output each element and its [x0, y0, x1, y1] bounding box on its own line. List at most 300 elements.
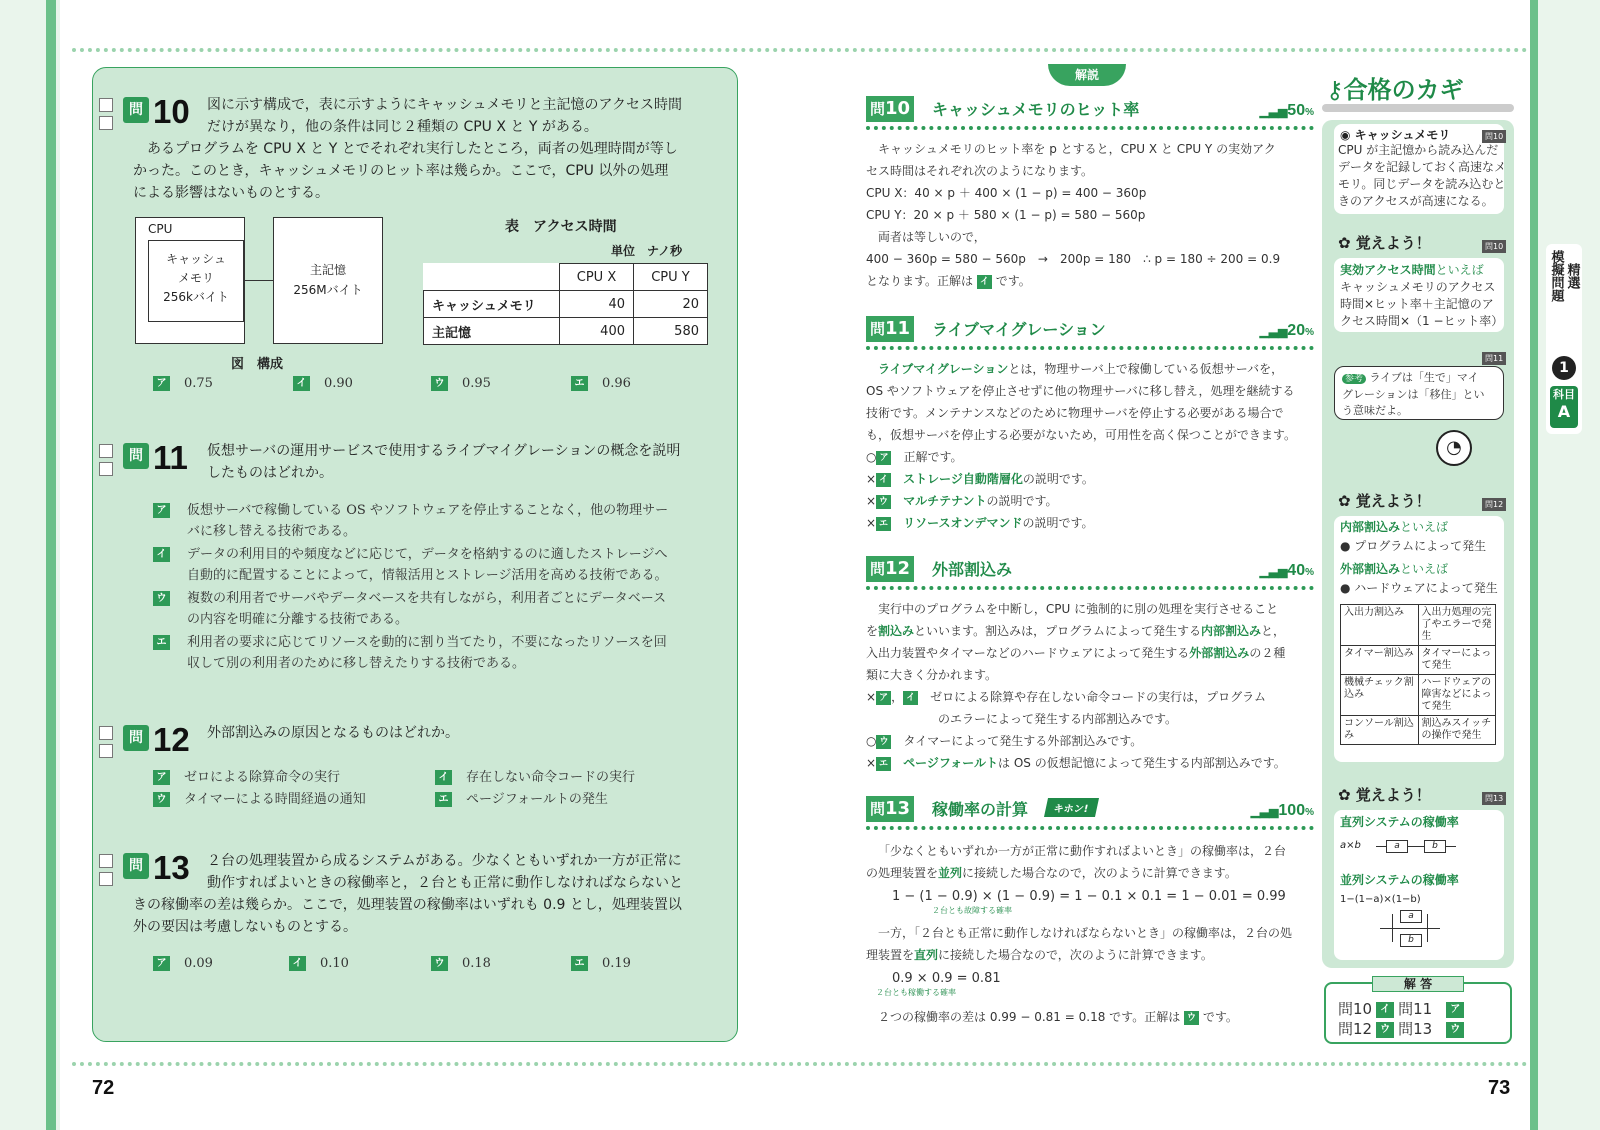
question-number: 10 [153, 93, 190, 130]
review-line [866, 686, 1314, 708]
formula: 1 − (1 − 0.9) × (1 − 0.9) = 1 − 0.1 × 0.1 = 1 − 0.01 = 0.99 [892, 889, 1286, 904]
text-line: 図に示す構成で，表に示すようにキャッシュメモリと主記憶のアクセス時間 [207, 97, 683, 113]
text: の処理装置を [866, 866, 939, 880]
sidebar-text [1340, 814, 1459, 831]
subject-badge [1550, 386, 1578, 428]
text: といえば [1400, 562, 1449, 576]
right-page-edge [1538, 0, 1600, 1130]
table-cell: タイマーによって発生 [1418, 646, 1496, 675]
option-text: 0.90 [324, 376, 353, 391]
key-icon: ⚷ [1326, 76, 1344, 104]
text: となります。正解は [866, 274, 974, 288]
text-line [866, 862, 1314, 884]
chapter-number: 1 [1552, 356, 1576, 380]
option-u[interactable] [153, 588, 713, 630]
mark: × [866, 516, 877, 530]
text: 11 [1413, 1000, 1433, 1018]
left-page-edge-stripe [46, 0, 56, 1130]
sidebar-text [1340, 262, 1503, 330]
text-line: 両者は等しいので， [878, 230, 986, 244]
text: タイマーによって発生する外部割込みです。 [903, 734, 1143, 748]
answer-title: 外部割込み [932, 560, 1013, 579]
answer-key: ウ [1376, 1022, 1394, 1038]
bar-icon: ▁▃▅ [1250, 804, 1279, 818]
text-line: のエラーによって発生する内部割込みです。 [938, 712, 1178, 726]
text-line: データを記録しておく高速なメ [1338, 160, 1507, 174]
page-number-right: 73 [1488, 1077, 1511, 1099]
keyword: ページフォールト [903, 756, 998, 770]
option-text: データの利用目的や頻度などに応じて，データを格納するのに適したストレージへ [187, 547, 668, 562]
table-cell: 割込みスイッチの操作で発生 [1418, 716, 1496, 745]
sidebar-title-bar [1322, 104, 1514, 112]
text: 入出力装置やタイマーなどのハードウェアによって発生する [866, 646, 1190, 660]
option-e[interactable] [571, 376, 631, 391]
text: の説明です。 [1022, 516, 1094, 530]
option-a[interactable] [153, 766, 340, 785]
answer-key: イ [903, 691, 918, 705]
option-key: ア [153, 376, 170, 391]
option-key: ア [153, 770, 170, 785]
answer-key: イ [1376, 1002, 1394, 1018]
table-cell: 入出力割込み [1341, 605, 1419, 646]
figure-label: メモリ [177, 271, 214, 285]
badge-label: 問 [870, 800, 886, 818]
text-line: だけが異なり，他の条件は同じ２種類の CPU X と Y がある。 [207, 119, 598, 135]
keyword: 外部割込み [1340, 562, 1401, 576]
option-key: エ [153, 635, 170, 650]
text: 12 [1353, 1020, 1373, 1038]
sidebar-heading [1338, 784, 1431, 805]
remember-icon: ✿ [1338, 492, 1356, 510]
option-a[interactable] [153, 956, 213, 971]
option-text: 利用者の要求に応じてリソースを動的に割り当てたり，不要になったリソースを回 [187, 635, 667, 650]
answer-key: イ [876, 473, 891, 487]
text-line: 技術です。メンテナンスなどのために物理サーバを停止する必要がある場合で [866, 406, 1284, 420]
table-row-label: 主記憶 [424, 318, 560, 345]
answer-badge [866, 316, 914, 342]
option-key: イ [153, 547, 170, 562]
figure-label: 256Mバイト [293, 283, 363, 297]
table-cell: コンソール割込み [1341, 716, 1419, 745]
text-line: モリ。同じデータを読み込むと [1338, 177, 1506, 191]
parallel-block: a [1400, 910, 1422, 923]
question-badge: 問 [123, 97, 149, 123]
answer-key: ア [876, 691, 891, 705]
option-key: エ [571, 956, 588, 971]
keyword: リソースオンデマンド [903, 516, 1023, 530]
text: と， [1260, 624, 1285, 638]
heading-text: 覚えよう！ [1355, 234, 1431, 252]
figure-label: 主記憶 [309, 263, 346, 277]
answer-row [1338, 1018, 1468, 1039]
option-a[interactable] [153, 500, 713, 542]
text: とは，物理サーバ上で稼働している仮想サーバを， [1008, 362, 1284, 376]
option-text: 0.18 [462, 956, 491, 971]
option-key: ア [153, 503, 170, 518]
heading-text: 覚えよう！ [1355, 786, 1431, 804]
sidebar-title-text: 合格のカギ [1343, 76, 1464, 104]
text-line [866, 620, 1314, 642]
text: ２つの稼働率の差は 0.99 − 0.81 = 0.18 です。正解は [878, 1010, 1181, 1024]
checkbox[interactable] [99, 444, 113, 458]
formula: 0.9 × 0.9 = 0.81 [892, 971, 1001, 986]
answer-badge [866, 96, 914, 122]
option-u[interactable] [153, 788, 366, 807]
figure-cpu-box [135, 217, 245, 344]
figure-main-memory-box [273, 217, 383, 344]
keyword: 割込み [878, 624, 915, 638]
option-key: ウ [153, 792, 170, 807]
text: に接続した場合なので，次のように計算できます。 [938, 948, 1213, 962]
option-e[interactable] [153, 632, 713, 674]
text: 13 [1413, 1020, 1433, 1038]
sidebar-text [1340, 872, 1459, 889]
table-cell: 40 [560, 291, 634, 318]
text-line: 類に大きく分かれます。 [866, 668, 998, 682]
mark: × [866, 690, 877, 704]
formula: 1−(1−a)×(1−b) [1340, 894, 1421, 905]
text-line: ● プログラムによって発生 [1340, 539, 1487, 553]
keyword: 並列 [938, 866, 963, 880]
formula: 400 − 360p = 580 − 560p → 200p = 180 ∴ p = 180 ÷ 200 = 0.9 [866, 252, 1281, 266]
question-tag: 問11 [1482, 352, 1506, 365]
answer-key: ウ [1446, 1022, 1464, 1038]
text: A [1557, 402, 1571, 421]
answer-title: キャッシュメモリのヒット率 [932, 100, 1140, 119]
answer-10-heading [866, 96, 1314, 122]
option-key: エ [571, 376, 588, 391]
checkbox[interactable] [99, 854, 113, 868]
bar-icon: ▁▃▅ [1259, 564, 1288, 578]
checkbox[interactable] [99, 462, 113, 476]
right-page-edge-stripe [1530, 0, 1538, 1130]
question-badge: 問 [123, 725, 149, 751]
option-i[interactable] [289, 956, 349, 971]
text: といえば [1435, 263, 1484, 277]
option-text: ページフォールトの発生 [466, 792, 608, 807]
option-text: の内容を明確に分離する技術である。 [187, 612, 409, 627]
eye-icon: ◉ [1340, 128, 1355, 142]
ref-badge: 参考 [1342, 374, 1366, 384]
checkbox[interactable] [99, 98, 113, 112]
question-badge: 問 [123, 853, 149, 879]
keyword: 内部割込み [1340, 520, 1401, 534]
text-line: による影響はないものとする。 [133, 185, 329, 201]
badge-number: 13 [885, 798, 911, 819]
sidebar-heading [1338, 490, 1431, 511]
text-line: 外部割込みの原因となるものはどれか。 [207, 725, 459, 741]
option-i[interactable] [435, 766, 635, 785]
option-i[interactable] [293, 376, 353, 391]
question-text [133, 440, 721, 484]
keyword: マルチテナント [903, 494, 987, 508]
text: 精選 [1564, 263, 1580, 289]
question-text [133, 722, 721, 744]
option-key: イ [289, 956, 306, 971]
review-line [866, 730, 1314, 752]
text-line: う意味だよ。 [1342, 404, 1408, 417]
text: 問 [1398, 1000, 1414, 1018]
question-number: 12 [153, 721, 190, 758]
answer-title: 稼働率の計算 [932, 800, 1029, 819]
bar-icon: ▁▃▅ [1259, 104, 1288, 118]
keyword: ストレージ自動階層化 [903, 472, 1023, 486]
review-line [866, 468, 1314, 490]
badge-label: 問 [870, 320, 886, 338]
option-e[interactable] [571, 956, 631, 971]
text-line: CPU が主記憶から読み込んだ [1338, 143, 1499, 157]
question-badge: 問 [123, 443, 149, 469]
remember-icon: ✿ [1338, 234, 1356, 252]
option-text: ゼロによる除算命令の実行 [184, 770, 341, 785]
mark: × [866, 494, 877, 508]
sidebar-title [1326, 70, 1464, 105]
badge-label: 問 [870, 100, 886, 118]
accuracy-rate [1251, 802, 1314, 820]
option-text: 0.75 [184, 376, 213, 391]
formula: a×b [1340, 840, 1361, 851]
option-i[interactable] [153, 544, 713, 586]
option-u[interactable] [431, 376, 491, 391]
text: 理装置を [866, 948, 915, 962]
text: 10 [1353, 1000, 1373, 1018]
text-line [866, 358, 1314, 380]
answer-box-title: 解 答 [1372, 976, 1464, 992]
text: 問 [1398, 1020, 1414, 1038]
answer-key: ウ [876, 735, 891, 749]
heading-text: キャッシュメモリ [1354, 128, 1451, 142]
option-text: タイマーによる時間経過の通知 [184, 792, 366, 807]
option-text: 仮想サーバで稼働している OS やソフトウェアを停止することなく，他の物理サー [187, 503, 669, 518]
text-line [866, 270, 1314, 292]
text: 問 [1338, 1020, 1354, 1038]
text: の説明です。 [986, 494, 1058, 508]
text-line: グレーションは「移住」とい [1342, 388, 1485, 401]
heading-rule [866, 586, 1314, 590]
answer-key: ア [876, 451, 891, 465]
option-text: 0.10 [320, 956, 349, 971]
answer-row [1338, 998, 1468, 1019]
accuracy-rate [1260, 322, 1314, 340]
text: ゼロによる除算や存在しない命令コードの実行は，プログラム [930, 690, 1266, 704]
mark: ○ [866, 734, 877, 748]
keyword: 直列 [914, 948, 939, 962]
mark: × [866, 472, 877, 486]
text-line: あるプログラムを CPU X と Y とでそれぞれ実行したところ，両者の処理時間が等し [147, 141, 678, 157]
option-text: 0.96 [602, 376, 631, 391]
answer-key: エ [876, 757, 891, 771]
text-line: 仮想サーバの運用サービスで使用するライブマイグレーションの概念を説明 [207, 443, 681, 459]
figure-label: キャッシュ [166, 252, 226, 266]
option-key: イ [435, 770, 452, 785]
text: ， [891, 690, 904, 704]
rate-unit: % [1305, 107, 1314, 118]
mark: × [866, 756, 877, 770]
bar-icon: ▁▃▅ [1259, 324, 1288, 338]
parallel-line [1380, 928, 1440, 929]
keyword: 並列システムの稼働率 [1340, 873, 1459, 887]
answer-12-body [866, 598, 1314, 774]
option-text: 自動的に配置することによって，情報活用とストレージ活用を高める技術である。 [187, 568, 668, 583]
review-line [866, 446, 1314, 468]
rate-unit: % [1305, 327, 1314, 338]
rate-unit: % [1305, 807, 1314, 818]
keyword: 実効アクセス時間 [1340, 263, 1436, 277]
table-cell: 入出力処理の完了やエラーで発生 [1418, 605, 1496, 646]
text-line: したものはどれか。 [207, 465, 333, 481]
text-line: セス時間はそれぞれ次のようになります。 [866, 164, 1094, 178]
heading-text: 覚えよう！ [1355, 492, 1431, 510]
remember-icon: ✿ [1338, 786, 1356, 804]
text-line [866, 944, 1314, 966]
text-line: 動作すればよいときの稼働率と，２台とも正常に動作しなければならないと [207, 875, 683, 891]
top-dotted-rule [72, 48, 1528, 52]
checkbox[interactable] [99, 726, 113, 740]
series-block: b [1424, 840, 1446, 853]
sidebar-text [1340, 518, 1498, 598]
sidebar-heading [1340, 126, 1450, 143]
option-key: エ [435, 792, 452, 807]
option-text: 収して別の利用者のために移し替えたりする技術である。 [187, 656, 526, 671]
option-u[interactable] [431, 956, 491, 971]
text: です。 [995, 274, 1031, 288]
text-line: キャッシュメモリのヒット率を p とすると，CPU X と CPU Y の実効アク [878, 142, 1276, 156]
text: を [866, 624, 879, 638]
text-line: キャッシュメモリのアクセス [1340, 280, 1496, 294]
rate-value: 20 [1287, 322, 1306, 339]
option-key: ウ [431, 956, 448, 971]
formula: CPU Y：20 × p ＋ 580 × (1 − p) = 580 − 560p [866, 208, 1146, 222]
mascot-icon: ◔ [1436, 430, 1472, 466]
checkbox[interactable] [99, 744, 113, 758]
answer-key: イ [977, 275, 992, 289]
answer-13-heading [866, 796, 1314, 822]
badge-label: 問 [870, 560, 886, 578]
answer-11-heading [866, 316, 1314, 342]
figure-caption: 図 構成 [231, 357, 284, 372]
page-number-left: 72 [92, 1077, 115, 1099]
answer-key: ア [1446, 1002, 1464, 1018]
text: ライブは「生で」マイ [1369, 371, 1479, 384]
text: は OS の仮想記憶によって発生する内部割込みです。 [998, 756, 1286, 770]
badge-number: 10 [885, 98, 911, 119]
text-line: きの稼働率の差は幾らか。ここで，処理装置の稼働率はいずれも 0.9 とし，処理装置以 [133, 897, 682, 913]
formula-note: ２台とも故障する確率 [932, 906, 1012, 915]
question-number: 13 [153, 849, 190, 886]
formula: CPU X：40 × p ＋ 400 × (1 − p) = 400 − 360p [866, 186, 1147, 200]
keyword: ライブマイグレーション [878, 362, 1009, 376]
option-key: ア [153, 956, 170, 971]
table-cell: 580 [634, 318, 708, 345]
accuracy-rate [1260, 562, 1314, 580]
badge-number: 11 [885, 318, 911, 339]
text-line: 一方，「２台とも正常に動作しなければならないとき」の稼働率は，２台の処 [878, 926, 1293, 940]
answer-badge [866, 796, 914, 822]
option-a[interactable] [153, 376, 213, 391]
figure-connector [245, 280, 273, 281]
answer-12-heading [866, 556, 1314, 582]
text-line: クセス時間×（1 −ヒット率） [1340, 314, 1504, 328]
heading-rule [866, 346, 1314, 350]
table-cell: ハードウェアの障害などによって発生 [1418, 675, 1496, 716]
sidebar-text [1342, 370, 1485, 419]
sidebar-heading [1338, 232, 1431, 253]
text: といいます。割込みは，プログラムによって発生する [914, 624, 1201, 638]
checkbox[interactable] [99, 872, 113, 886]
answer-key: エ [876, 517, 891, 531]
text-line: ２台の処理装置から成るシステムがある。少なくともいずれか一方が正常に [207, 853, 682, 869]
badge-number: 12 [885, 558, 911, 579]
text-line: 外の要因は考慮しないものとする。 [133, 919, 357, 935]
checkbox[interactable] [99, 116, 113, 130]
option-text: バに移し替える技術である。 [187, 524, 357, 539]
text-line: ● ハードウェアによって発生 [1340, 581, 1498, 595]
text-line [866, 1006, 1314, 1028]
text: 科目 [1553, 388, 1575, 401]
question-text [133, 94, 721, 204]
text: です。 [1202, 1010, 1238, 1024]
question-tag: 問12 [1482, 498, 1506, 511]
option-key: ウ [153, 591, 170, 606]
keyword: 外部割込み [1189, 646, 1250, 660]
table-header: CPU Y [634, 264, 708, 291]
kihon-badge: キホン! [1044, 798, 1099, 817]
text: 問 [1338, 1000, 1354, 1018]
text-line: 実行中のプログラムを中断し，CPU に強制的に別の処理を実行させること [878, 602, 1279, 616]
text: の２種 [1249, 646, 1286, 660]
rate-value: 100 [1278, 802, 1306, 819]
question-text [133, 850, 721, 938]
review-line [866, 752, 1314, 774]
text-line: も，仮想サーバを停止する必要がないため，可用性を高く保つことができます。 [866, 428, 1296, 442]
question-tag: 問10 [1482, 130, 1506, 143]
rate-unit: % [1305, 567, 1314, 578]
option-key: イ [293, 376, 310, 391]
access-time-table [423, 263, 708, 345]
question-number: 11 [153, 439, 188, 476]
figure-cache-box [148, 240, 244, 322]
question-tag: 問10 [1482, 240, 1506, 253]
rate-value: 50 [1287, 102, 1306, 119]
text: といえば [1400, 520, 1449, 534]
review-line [866, 490, 1314, 512]
heading-rule [866, 126, 1314, 130]
mark: ○ [866, 450, 877, 464]
bottom-dotted-rule [72, 1062, 1528, 1066]
answer-title: ライブマイグレーション [932, 320, 1106, 339]
chapter-tab-label [1550, 250, 1578, 302]
review-line [866, 512, 1314, 534]
figure-label: CPU [148, 222, 173, 236]
rate-value: 40 [1287, 562, 1306, 579]
answer-key: ウ [876, 495, 891, 509]
text: 正解です。 [903, 450, 963, 464]
option-text: 0.19 [602, 956, 631, 971]
table-header: CPU X [560, 264, 634, 291]
table-row-label: キャッシュメモリ [424, 291, 560, 318]
kaisetsu-tab: 解説 [1048, 64, 1126, 86]
table-title: 表 アクセス時間 [505, 219, 617, 235]
heading-rule [866, 826, 1314, 830]
option-text: 存在しない命令コードの実行 [466, 770, 636, 785]
option-e[interactable] [435, 788, 608, 807]
text-line: OS やソフトウェアを停止させずに他の物理サーバに移し替え，処理を継続する [866, 384, 1295, 398]
answer-13-body [866, 840, 1314, 1028]
answer-11-body [866, 358, 1314, 534]
sidebar-text [1338, 142, 1506, 210]
table-cell: 400 [560, 318, 634, 345]
question-panel [92, 67, 738, 1042]
